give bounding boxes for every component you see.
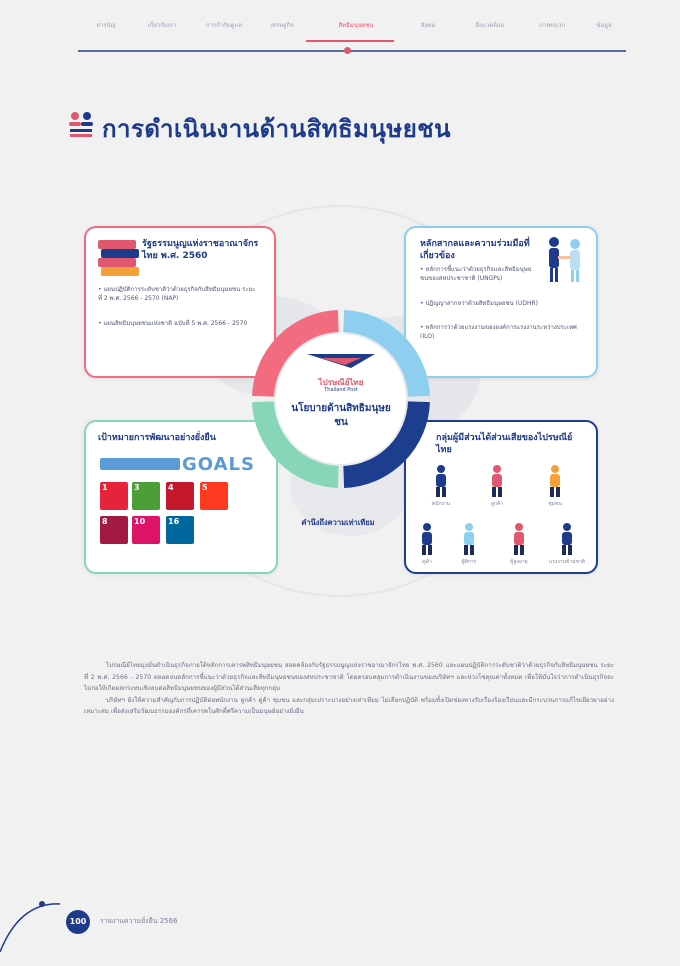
constitution-bullet-1: • แผนปฏิบัติการระดับชาติว่าด้วยธุรกิจกับสิทธิมนุษยชน ระยะที่ 2 พ.ศ. 2566 - 2570 (NAP) xyxy=(98,286,256,302)
stakeholder-label: ผู้พิการ xyxy=(461,559,477,565)
constitution-title: รัฐธรรมนูญแห่งราชอาณาจักรไทย พ.ศ. 2560 xyxy=(142,239,259,261)
stakeholder-label: ชุมชน xyxy=(548,501,562,507)
people-icon xyxy=(68,110,94,140)
sdg-tile-number: 4 xyxy=(168,483,174,492)
nav-divider xyxy=(78,50,626,52)
brand-name-th: ไปรษณีย์ไทย xyxy=(318,378,364,387)
sdg-tile-number: 3 xyxy=(134,483,140,492)
stakeholders-title: กลุ่มผู้มีส่วนได้ส่วนเสียของไปรษณีย์ไทย xyxy=(436,433,573,455)
page-title: การดำเนินงานด้านสิทธิมนุษยชน xyxy=(102,115,451,143)
stakeholder-label: แรงงานข้ามชาติ xyxy=(549,559,585,565)
body-text xyxy=(84,660,614,718)
person-icon xyxy=(554,522,580,556)
principles-bullet-2: • ปฏิญญาสากลว่าด้วยสิทธิมนุษยชน (UDHR) xyxy=(420,300,539,307)
donut-ring xyxy=(246,304,436,494)
nav-item-8[interactable]: ข้อมูล xyxy=(596,22,612,29)
body-paragraph-1: ไปรษณีย์ไทยมุ่งมั่นดำเนินธุรกิจภายใต้หลักการเคารพสิทธิมนุษยชน สอดคล้องกับรัฐธรรมนูญแห่งราชอาณาจักรไทย พ.ศ. 2560 และแผนปฏิบัติการระดับชาติว่าด้วยธุรกิจกับสิทธิมนุษยชน ระยะที่ 2 พ.ศ. 2566 - 2570 ตลอดจนหลักการชี้แนะว่าด้วยธุรกิจและสิทธิมนุษยชนของสหประชาชาติ โดยครอบคลุมการดำเนินงานของบริษัทฯ และห่วงโซ่คุณค่าทั้งหมด เพื่อให้มั่นใจว่าการดำเนินธุรกิจจะไม่ก่อให้เกิดผลกระทบเชิงลบต่อสิทธิมนุษยชนของผู้มีส่วนได้ส่วนเสียทุกกลุ่ม xyxy=(84,662,614,692)
sdg-tile-5 xyxy=(200,482,228,510)
nav-item-6[interactable]: สิ่งแวดล้อม xyxy=(475,22,505,29)
principles-title: หลักสากลและความร่วมมือที่เกี่ยวข้อง xyxy=(420,239,530,261)
brand-name-en: Thailand Post xyxy=(324,387,358,393)
equality-label: คำนึงถึงความเท่าเทียม xyxy=(301,518,375,527)
nav-item-4[interactable]: สิทธิมนุษยชน xyxy=(338,22,374,29)
sdg-tile-number: 8 xyxy=(102,517,108,526)
stakeholder-label: ลูกค้า xyxy=(490,501,504,507)
person-icon xyxy=(484,464,510,498)
nav-item-3[interactable]: เศรษฐกิจ xyxy=(270,22,294,29)
person-icon xyxy=(506,522,532,556)
page-number: 100 xyxy=(66,910,90,934)
body-paragraph-2: บริษัทฯ ยังให้ความสำคัญกับการปฏิบัติต่อพนักงาน ลูกค้า คู่ค้า ชุมชน และกลุ่มเปราะบางอย่างเท่าเทียม ไม่เลือกปฏิบัติ พร้อมทั้งเปิดช่องทางรับเรื่องร้องเรียนและมีกระบวนการแก้ไขเยียวยาอย่างเหมาะสม เพื่อส่งเสริมวัฒนธรรมองค์กรที่เคารพในศักดิ์ศรีความเป็นมนุษย์อย่างยั่งยืน xyxy=(84,696,614,715)
nav-item-5[interactable]: สังคม xyxy=(420,22,436,29)
sdg-tile-16 xyxy=(166,516,194,544)
handshake-people-icon xyxy=(542,234,588,286)
sdg-tile-10 xyxy=(132,516,160,544)
sdg-tile-4 xyxy=(166,482,194,510)
nav-item-7[interactable]: ภาคผนวก xyxy=(539,22,565,29)
thailand-post-logo-icon xyxy=(301,352,381,370)
sdg-tile-8 xyxy=(100,516,128,544)
stakeholder-label: พนักงาน xyxy=(431,501,451,507)
sdg-goals-word: GOALS xyxy=(182,454,255,475)
nav-active-indicator xyxy=(306,40,394,42)
stakeholder-label: คู่ค้า xyxy=(422,559,432,565)
sdg-tile-number: 16 xyxy=(168,517,180,526)
sdg-tile-number: 5 xyxy=(202,483,208,492)
sdg-logo xyxy=(100,454,262,474)
person-icon xyxy=(456,522,482,556)
sdg-tile-number: 10 xyxy=(134,517,146,526)
nav-item-0[interactable]: สารบัญ xyxy=(96,22,116,29)
nav-active-dot xyxy=(344,47,351,54)
stakeholder-label: ผู้สูงอายุ xyxy=(510,559,528,565)
sdg-tile-3 xyxy=(132,482,160,510)
policy-donut xyxy=(246,304,436,494)
policy-center-label: นโยบายด้านสิทธิมนุษยชน xyxy=(291,403,391,428)
principles-bullet-3: • หลักการว่าด้วยแรงงานขององค์การแรงงานระหว่างประเทศ (ILO) xyxy=(420,324,577,340)
sdg-title: เป้าหมายการพัฒนาอย่างยั่งยืน xyxy=(98,433,216,443)
constitution-bullet-2: • แผนสิทธิมนุษยชนแห่งชาติ ฉบับที่ 5 พ.ศ. 2566 - 2570 xyxy=(98,320,248,327)
sdg-tile-number: 1 xyxy=(102,483,108,492)
nav-item-1[interactable]: เกี่ยวกับเรา xyxy=(147,22,177,29)
top-navigation xyxy=(78,14,626,54)
footer-text: รายงานความยั่งยืน 2566 xyxy=(100,917,178,925)
sdg-tile-1 xyxy=(100,482,128,510)
nav-item-2[interactable]: การกำกับดูแล xyxy=(205,22,243,29)
books-icon xyxy=(98,240,136,276)
person-icon xyxy=(414,522,440,556)
principles-bullet-1: • หลักการชี้แนะว่าด้วยธุรกิจและสิทธิมนุษยชนของสหประชาชาติ (UNGPs) xyxy=(420,266,532,282)
person-icon xyxy=(542,464,568,498)
